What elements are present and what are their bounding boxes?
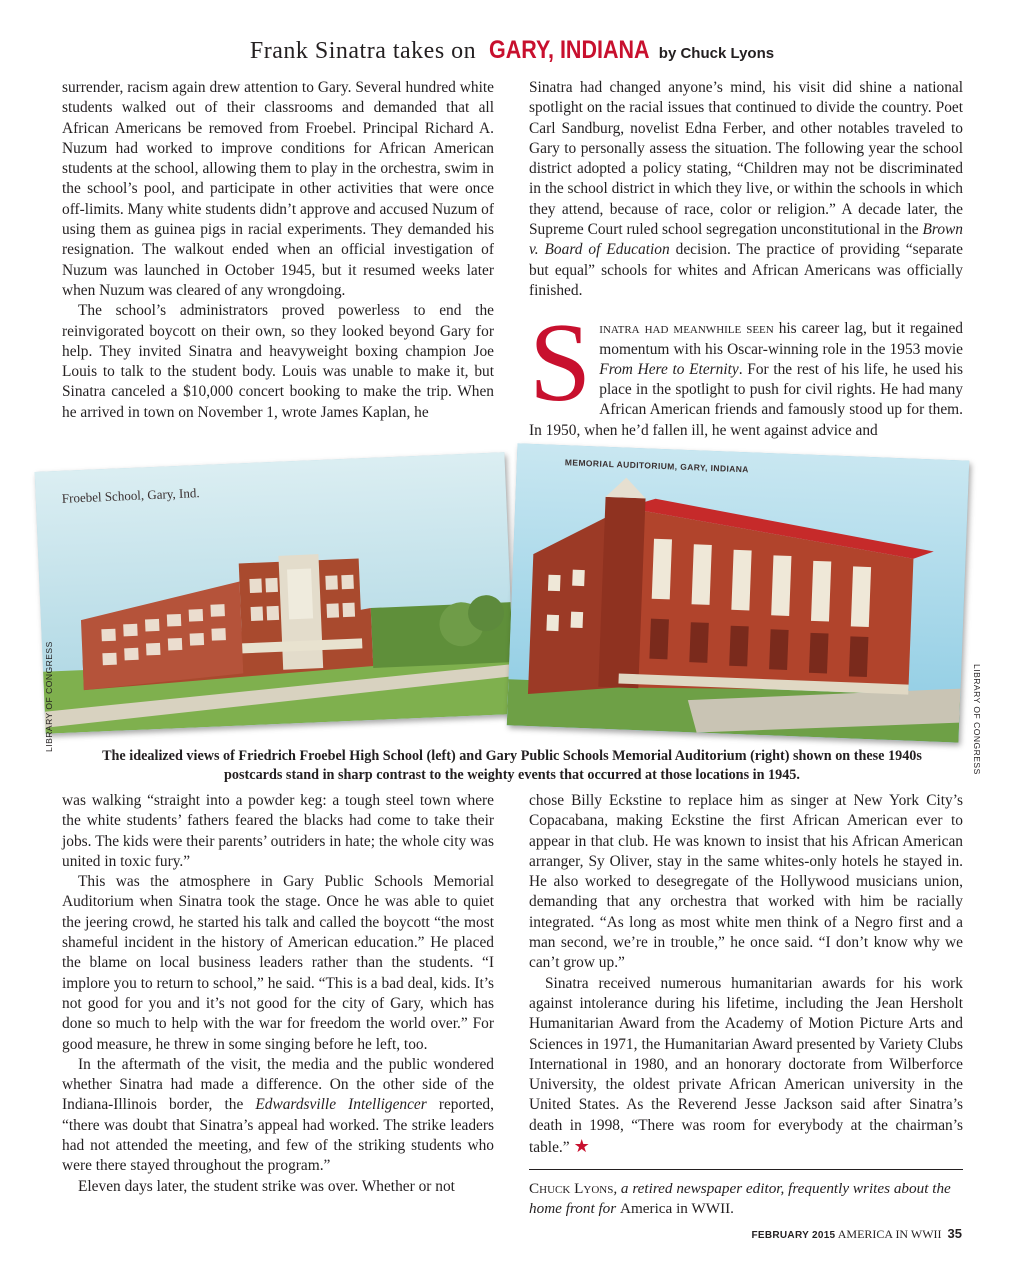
issue-date: FEBRUARY 2015: [751, 1230, 836, 1241]
column-left-bottom: [62, 791, 494, 1197]
italic-title: Brown v. Board of Education: [529, 221, 963, 259]
page-number: 35: [947, 1226, 962, 1241]
photo-credit-right: LIBRARY OF CONGRESS: [972, 664, 982, 775]
drop-cap: S: [529, 301, 592, 426]
paragraph: surrender, racism again drew attention to Gary. Several hundred white students walked out of their classrooms and demanded that all African Americans be removed from Froebel. Principal Richard A. Nuzum had worked to improve conditions for African American students at the school, allowing them to play in the orchestra, swim in the school’s pool, and participate in other activities that were once off-limits. Many white students didn’t approve and accused Nuzum of using them as guinea pigs in racial experiments. They demanded his resignation. The walkout ended when an official investigation of Nuzum was launched in October 1945, but it resumed weeks later when Nuzum was cleared of any wrongdoing.: [62, 79, 494, 299]
magazine-title: AMERICA IN WWII: [837, 1227, 942, 1241]
paragraph: This was the atmosphere in Gary Public Schools Memorial Auditorium when Sinatra took the stage. Once he was able to quiet the jeering crowd, he started his talk and called the boycott “the most shameful incident in the history of American education.” He placed the blame on local business leaders rather than the students. “I implore you to return to school,” he said. “This is a bad deal, kids. It’s not good for you and it’s not good for the city of Gary, which has done so much to help with the war for freedom the world over.” For good measure, he threw in some singing before he left, too.: [62, 873, 494, 1053]
column-right-top: [529, 78, 963, 441]
paragraph: In the aftermath of the visit, the media and the public wondered whether Sinatra had made a difference. On the other side of the Indiana-Illinois border, the Edwardsville Intelligencer reported, “there was doubt that Sinatra’s appeal had worked. The strike leaders had not attended the meeting, and few of the striking students who were there stayed throughout the program.”: [62, 1055, 494, 1175]
postcard-caption-right: MEMORIAL AUDITORIUM, GARY, INDIANA: [564, 457, 750, 475]
title-prefix: Frank Sinatra takes on: [249, 38, 477, 64]
photo-credit-left: LIBRARY OF CONGRESS: [44, 641, 54, 752]
paragraph: Sinatra had changed anyone’s mind, his visit did shine a national spotlight on the racial issues that continued to divide the country. Poet Carl Sandburg, novelist Edna Ferber, and other notables traveled to Gary to personally assess the situation. The following year the school district adopted a policy stating, “Children may not be discriminated in the school district in which they live, or within the schools in which they attend, because of race, color or religion.” A decade later, the Supreme Court ruled school segregation unconstitutional in the Brown v. Board of Education decision. The practice of providing “separate but equal” schools for whites and African Americans was officially finished.: [529, 79, 964, 299]
article-header: [0, 36, 1024, 65]
paragraph: Sinatra received numerous humanitarian awards for his work against intolerance during his lifetime, including the Jean Hersholt Humanitarian Award from the Academy of Motion Picture Arts and Sciences in 1971, the Humanitarian Award presented by Variety Clubs International in 1980, and an honorary doctorate from Wilberforce University, the oldest private African American university in the United States. As the Reverend Jesse Jackson said after Sinatra’s death in 1998, “There was room for everybody at the chairman’s table.” ★: [529, 974, 963, 1157]
postcard-memorial-auditorium: [507, 443, 969, 742]
column-right-bottom: [529, 791, 963, 1158]
small-caps-lead: inatra had meanwhile seen: [599, 320, 774, 338]
paragraph: The school’s administrators proved powerless to end the reinvigorated boycott on their own, so they looked beyond Gary for help. They invited Sinatra and heavyweight boxing champion Joe Louis to talk to the student body. Louis was unable to make it, but Sinatra canceled a $10,000 concert booking to make the trip. When he arrived in town on November 1, wrote James Kaplan, he: [62, 302, 494, 421]
figure-caption: The idealized views of Friedrich Froebel High School (left) and Gary Public Schools Memorial Auditorium (right) shown on these 1940s postcards stand in sharp contrast to the weighty events that occurred at those locations in 1945.: [102, 748, 922, 783]
paragraph: chose Billy Eckstine to replace him as singer at New York City’s Copacabana, making Eckstine the first African American ever to appear in that club. He was known to insist that his African American arranger, Sy Oliver, stay in the same whites-only hotels he stayed in. He also worked to desegregate of the Hollywood musicians union, demanding that any orchestra that worked with him be racially integrated. “As long as most white men think of a Negro first and a man second, we’re in trouble,” he once said. “I don’t know why we can’t grow up.”: [529, 792, 963, 972]
magazine-name: America: [619, 1200, 673, 1217]
memorial-auditorium-illustration: [507, 443, 969, 742]
paragraph-dropcap: Sinatra had meanwhile seen his career lag, but it regained momentum with his Oscar-winning role in the 1953 movie From Here to Eternity. For the rest of his life, he used his place in the spotlight to push for civil rights. He had many African American friends and famously stood up for them. In 1950, when he’d fallen ill, he went against advice and: [529, 301, 963, 439]
column-left-top: [62, 78, 494, 423]
paragraph: Eleven days later, the student strike was over. Whether or not: [78, 1177, 455, 1195]
bio-divider: [529, 1169, 963, 1170]
italic-title: Edwardsville Intelligencer: [255, 1096, 427, 1114]
author-name: Chuck Lyons: [529, 1180, 614, 1197]
postcard-froebel-school: [35, 452, 516, 733]
byline: by Chuck Lyons: [658, 45, 775, 62]
title-highlight: GARY, INDIANA: [489, 36, 650, 64]
end-mark-star-icon: ★: [573, 1136, 590, 1157]
author-bio: Chuck Lyons, a retired newspaper editor, frequently writes about the home front for America in WWII.: [529, 1180, 951, 1217]
paragraph: was walking “straight into a powder keg: a tough steel town where the white students’ fathers feared the blacks had come to take their jobs. The kids were their parents’ outriders in hate; the whole city was united in toxic fury.”: [62, 792, 494, 870]
italic-title: From Here to Eternity: [599, 360, 739, 378]
page-footer: [751, 1226, 962, 1242]
postcard-caption-left: Froebel School, Gary, Ind.: [61, 485, 200, 506]
